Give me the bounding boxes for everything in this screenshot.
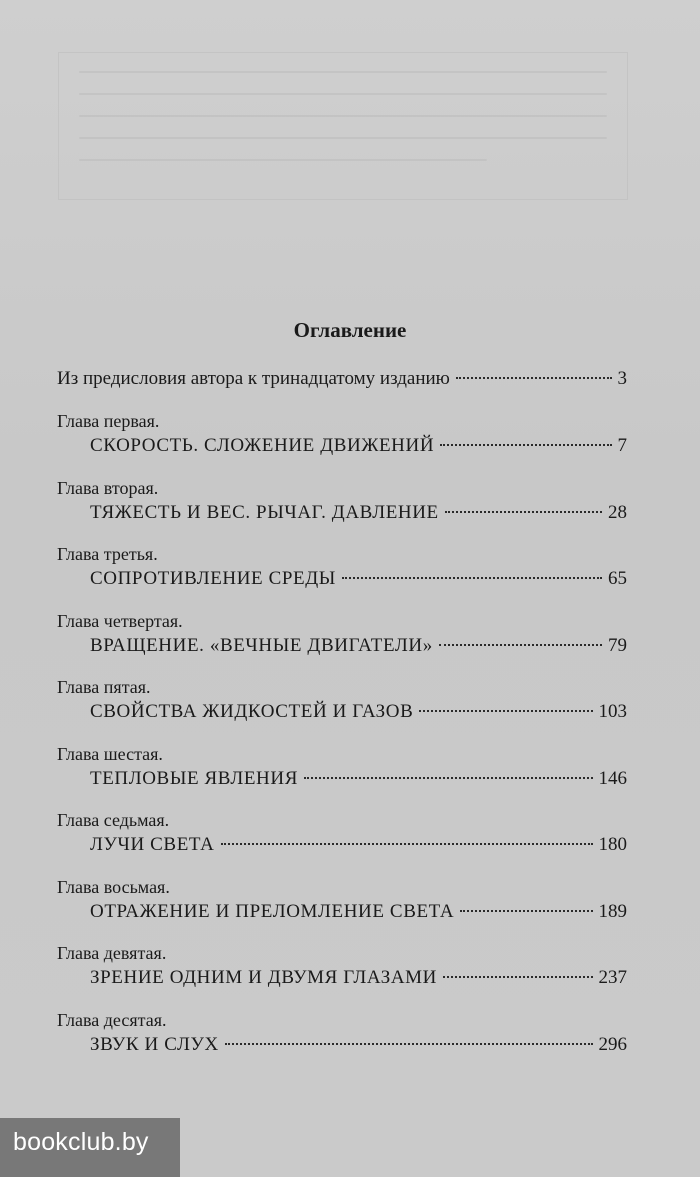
dot-leader xyxy=(460,910,592,912)
dot-leader xyxy=(225,1043,593,1045)
toc-entry-chapter xyxy=(90,567,627,591)
chapter-title: ЗВУК И СЛУХ xyxy=(90,1033,219,1055)
toc-page-number: 65 xyxy=(608,568,627,589)
chapter-label: Глава вторая. xyxy=(57,477,159,498)
toc-title: Оглавление xyxy=(293,318,407,342)
chapter-title: СОПРОТИВЛЕНИЕ СРЕДЫ xyxy=(90,568,336,589)
show-through-line xyxy=(79,115,607,117)
chapter-label: Глава девятая. xyxy=(57,943,167,963)
toc-entry-chapter xyxy=(90,966,627,990)
chapter-title: ТЕПЛОВЫЕ ЯВЛЕНИЯ xyxy=(90,767,298,789)
toc-page-number: 296 xyxy=(598,1033,627,1055)
toc-page-number: 7 xyxy=(617,435,627,456)
show-through-line xyxy=(79,71,607,73)
chapter-title: ТЯЖЕСТЬ И ВЕС. РЫЧАГ. ДАВЛЕНИЕ xyxy=(90,501,439,523)
dot-leader xyxy=(439,644,602,646)
show-through-text-box xyxy=(58,52,628,200)
chapter-title: ЗРЕНИЕ ОДНИМ И ДВУМЯ ГЛАЗАМИ xyxy=(90,967,437,988)
toc-entry-chapter xyxy=(90,501,627,525)
chapter-label: Глава десятая. xyxy=(57,1009,167,1030)
chapter-label: Глава седьмая. xyxy=(57,810,170,830)
chapter-title: ЛУЧИ СВЕТА xyxy=(90,834,215,855)
dot-leader xyxy=(221,843,593,845)
toc-entry-chapter xyxy=(90,434,627,458)
chapter-label: Глава первая. xyxy=(57,411,160,431)
dot-leader xyxy=(443,976,593,978)
chapter-label: Глава восьмая. xyxy=(57,876,170,897)
toc-entry-chapter xyxy=(90,1033,627,1057)
chapter-title: СКОРОСТЬ. СЛОЖЕНИЕ ДВИЖЕНИЙ xyxy=(90,435,435,456)
chapter-label: Глава шестая. xyxy=(57,743,163,764)
toc-entry-chapter xyxy=(90,900,627,924)
toc-page-number: 146 xyxy=(598,767,627,789)
toc-page-number: 180 xyxy=(598,834,627,855)
chapter-title: ОТРАЖЕНИЕ И ПРЕЛОМЛЕНИЕ СВЕТА xyxy=(90,900,455,922)
chapter-label: Глава пятая. xyxy=(57,677,151,697)
toc-page-number: 79 xyxy=(608,634,627,656)
chapter-label: Глава четвертая. xyxy=(57,610,183,631)
dot-leader xyxy=(456,377,612,379)
dot-leader xyxy=(445,511,602,513)
chapter-label: Глава третья. xyxy=(57,544,158,564)
toc-page-number: 3 xyxy=(617,368,627,389)
dot-leader xyxy=(440,444,611,446)
toc-entry-chapter xyxy=(90,634,627,658)
watermark-text: bookclub.by xyxy=(13,1128,149,1156)
toc-entry-preface xyxy=(57,367,627,391)
toc-page-number: 28 xyxy=(608,501,627,523)
dot-leader xyxy=(304,777,593,779)
dot-leader xyxy=(419,710,592,712)
show-through-line xyxy=(79,137,607,139)
chapter-title: ВРАЩЕНИЕ. «ВЕЧНЫЕ ДВИГАТЕЛИ» xyxy=(90,634,433,656)
show-through-line xyxy=(79,93,607,95)
toc-entry-chapter xyxy=(90,700,627,724)
toc-page-number: 103 xyxy=(598,701,627,722)
toc-entry-chapter xyxy=(90,833,627,857)
chapter-title: СВОЙСТВА ЖИДКОСТЕЙ И ГАЗОВ xyxy=(90,701,414,722)
toc-entry-title: Из предисловия автора к тринадцатому изданию xyxy=(57,368,450,389)
toc-page-number: 237 xyxy=(598,967,627,988)
toc-page-number: 189 xyxy=(598,900,627,922)
dot-leader xyxy=(342,577,602,579)
show-through-line xyxy=(79,159,487,161)
toc-entry-chapter xyxy=(90,767,627,791)
